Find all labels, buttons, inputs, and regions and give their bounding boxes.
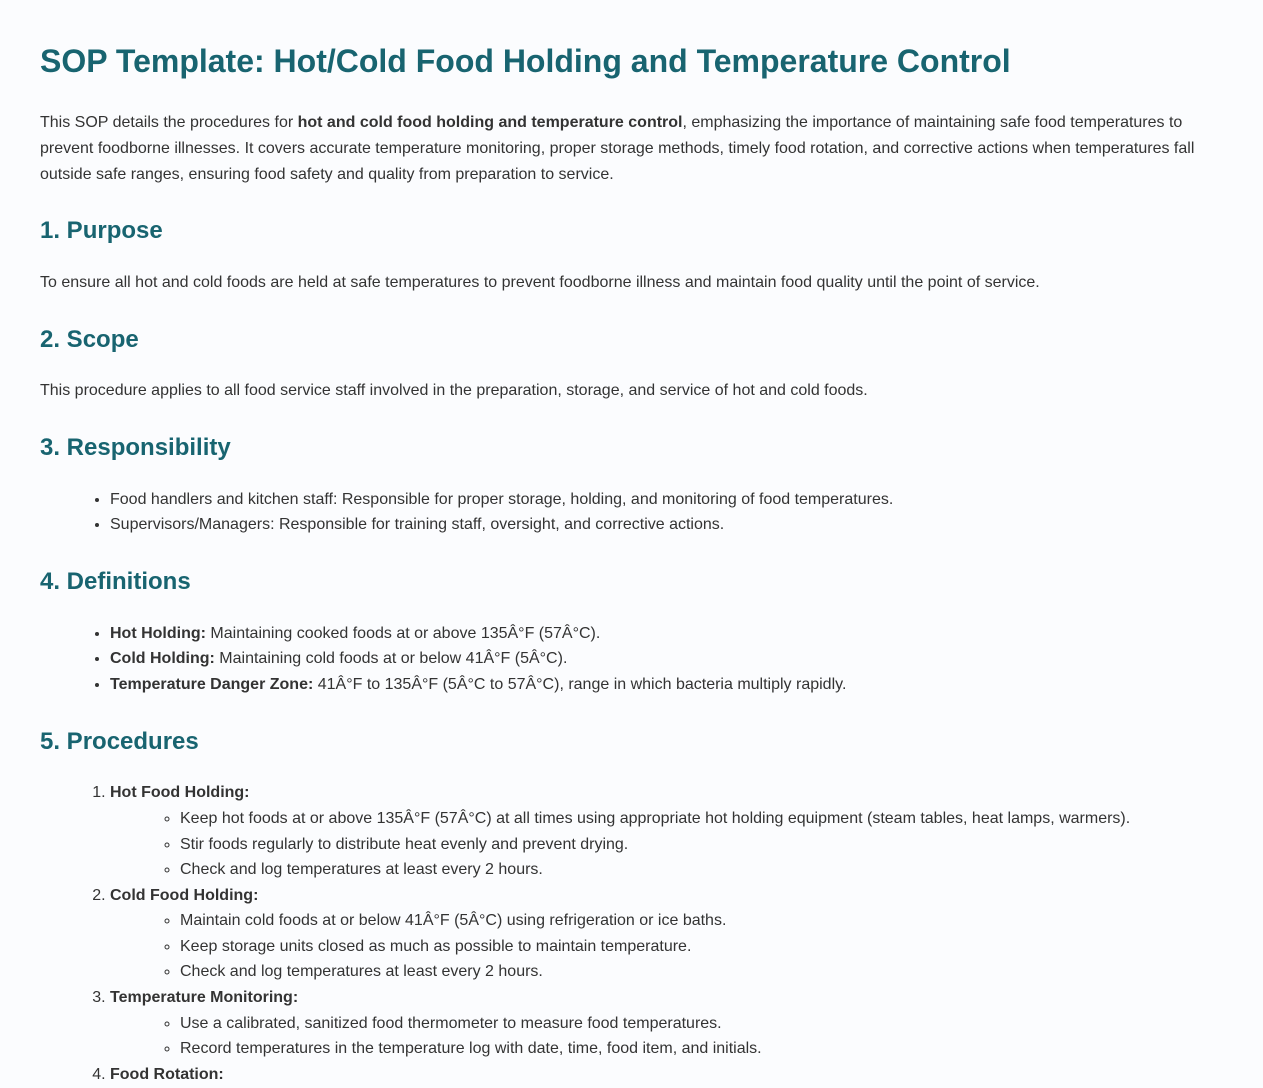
definition-item xyxy=(110,646,1235,672)
substep-item: ◦ Keep hot foods at or above 135Â°F (57Â°C) at all times using appropriate hot holding equipment (steam tables, heat lamps, warmers). xyxy=(180,806,1235,832)
substep-item: ◦ Stir foods regularly to distribute heat evenly and prevent drying. xyxy=(180,832,1235,858)
substep-item: ◦ Check and log temperatures at least every 2 hours. xyxy=(180,857,1235,883)
scope-paragraph: This procedure applies to all food service staff involved in the preparation, storage, and service of hot and cold foods. xyxy=(40,382,868,400)
definition-term: Hot Holding: xyxy=(110,624,206,642)
definition-text: Maintaining cold foods at or below 41Â°F (5Â°C). xyxy=(214,650,568,668)
substep-item: ◦ Keep storage units closed as much as possible to maintain temperature. xyxy=(180,934,1235,960)
procedure-step xyxy=(110,985,1235,1062)
substep-list xyxy=(110,908,1235,985)
procedure-step-title: Cold Food Holding: xyxy=(110,886,259,904)
list-item: • Supervisors/Managers: Responsible for training staff, oversight, and corrective actions. xyxy=(110,512,1235,538)
definition-item xyxy=(110,672,1235,698)
procedure-step xyxy=(110,1062,1235,1088)
intro-text-pre: This SOP details the procedures for xyxy=(40,114,298,132)
definition-item xyxy=(110,621,1235,647)
procedures-list xyxy=(40,780,1235,1087)
definition-term: Cold Holding: xyxy=(110,650,215,668)
substep-item: ◦ Maintain cold foods at or below 41Â°F (5Â°C) using refrigeration or ice baths. xyxy=(180,908,1235,934)
heading-definitions: 4. Definitions xyxy=(40,567,191,595)
intro-text-post: , emphasizing the importance of maintaining safe food temperatures to prevent foodborne illnesses. It covers accurate temperature monitoring, proper storage methods, timely food rotation, and corrective actions when temperatures fall outside safe ranges, ensuring food safety and quality from preparation to service. xyxy=(40,114,1195,183)
definition-text: Maintaining cooked foods at or above 135Â°F (57Â°C). xyxy=(205,624,601,642)
heading-procedures: 5. Procedures xyxy=(40,727,199,755)
substep-item: ◦ Use a calibrated, sanitized food thermometer to measure food temperatures. xyxy=(180,1011,1235,1037)
intro-paragraph xyxy=(40,110,1235,187)
intro-bold-phrase: hot and cold food holding and temperature control xyxy=(297,114,683,132)
definition-term: Temperature Danger Zone: xyxy=(110,675,314,693)
definitions-list xyxy=(40,621,1235,698)
procedure-step-title: Food Rotation: xyxy=(110,1065,224,1083)
procedure-step xyxy=(110,883,1235,985)
substep-list xyxy=(110,806,1235,883)
heading-purpose: 1. Purpose xyxy=(40,217,163,245)
substep-item: ◦ Record temperatures in the temperature log with date, time, food item, and initials. xyxy=(180,1036,1235,1062)
substep-list xyxy=(110,1011,1235,1062)
substep-item: ◦ Check and log temperatures at least every 2 hours. xyxy=(180,959,1235,985)
procedure-step xyxy=(110,780,1235,882)
heading-scope: 2. Scope xyxy=(40,325,139,353)
purpose-paragraph: To ensure all hot and cold foods are held at safe temperatures to prevent foodborne illness and maintain food quality until the point of service. xyxy=(40,273,1040,291)
heading-responsibility: 3. Responsibility xyxy=(40,433,231,461)
responsibility-list xyxy=(40,487,1235,538)
list-item: • Food handlers and kitchen staff: Responsible for proper storage, holding, and monitoring of food temperatures. xyxy=(110,487,1235,513)
definition-text: 41Â°F to 135Â°F (5Â°C to 57Â°C), range in which bacteria multiply rapidly. xyxy=(313,675,847,693)
procedure-step-title: Hot Food Holding: xyxy=(110,784,250,802)
procedure-step-title: Temperature Monitoring: xyxy=(110,989,299,1007)
page-title: SOP Template: Hot/Cold Food Holding and Temperature Control xyxy=(40,43,1011,79)
